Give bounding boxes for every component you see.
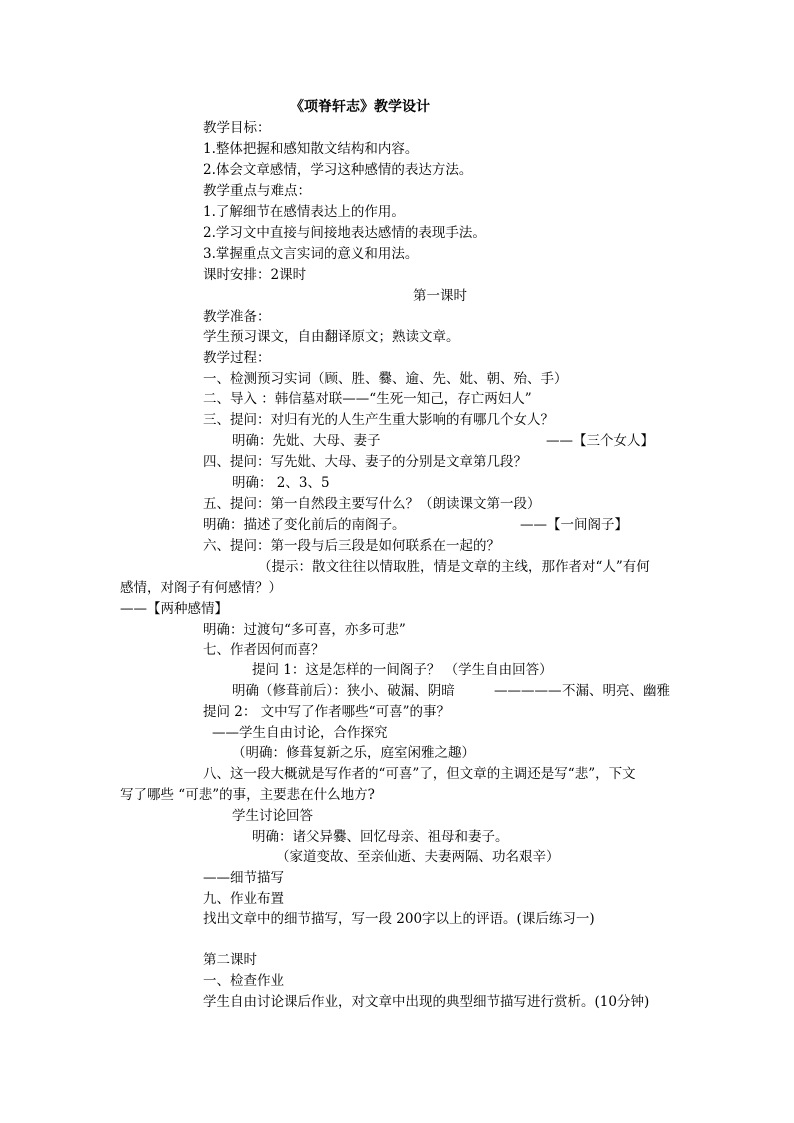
step-9-text: 找出文章中的细节描写，写一段 200字以上的评语。(课后练习一) <box>203 911 595 927</box>
step-7: 七、作者因何而喜？ <box>203 642 325 658</box>
step-4: 四、提问：写先妣、大母、妻子的分别是文章第几段？ <box>203 454 527 470</box>
prep-heading: 教学准备： <box>203 309 271 325</box>
step-3-answer: 明确：先妣、大母、妻子 <box>232 433 381 449</box>
focus-3: 3.掌握重点文言实词的意义和用法。 <box>203 246 419 262</box>
step-6-hint-a: （提示：散文往往以情取胜，情是文章的主线，那作者对“人”有何 <box>258 559 650 575</box>
step-7-question-2: 提问 2： 文中写了作者哪些“可喜”的事？ <box>203 704 450 720</box>
step-8-line-a: 八、这一段大概就是写作者的“可喜”了，但文章的主调还是写“悲”，下文 <box>203 766 636 782</box>
step-6-answer: 明确：过渡句“多可喜，亦多可悲” <box>203 622 406 638</box>
step-8-detail: （家道变故、至亲仙逝、夫妻两隔、功名艰辛） <box>276 849 560 865</box>
step-6-tag: ——【两种感情】 <box>120 601 228 617</box>
step-7-question-1: 提问 1：这是怎样的一间阁子？ （学生自由回答） <box>252 662 553 678</box>
prep-text: 学生预习课文，自由翻译原文；熟读文章。 <box>203 329 460 345</box>
lesson-2-title: 第二课时 <box>203 952 257 968</box>
step-9: 九、作业布置 <box>203 891 284 907</box>
lesson-1-title: 第一课时 <box>413 288 467 304</box>
objective-2: 2.体会文章感情，学习这种感情的表达方法。 <box>203 162 473 178</box>
step-6: 六、提问：第一段与后三段是如何联系在一起的？ <box>203 538 500 554</box>
objective-1: 1.整体把握和感知散文结构和内容。 <box>203 141 419 157</box>
process-heading: 教学过程： <box>203 350 271 366</box>
step-2: 二、导入 ：韩信墓对联——“生死一知己，存亡两妇人” <box>203 391 532 407</box>
focus-2: 2.学习文中直接与间接地表达感情的表现手法。 <box>203 225 486 241</box>
step-7-question-2-answer: （明确：修葺复新之乐，庭室闲雅之趣） <box>232 745 475 761</box>
lesson-2-step-1: 一、检查作业 <box>203 973 284 989</box>
step-5-answer: 明确：描述了变化前后的南阁子。 <box>203 517 406 533</box>
step-4-answer: 明确： 2、3、5 <box>232 475 330 491</box>
step-8-answer: 明确：诸父异爨、回忆母亲、祖母和妻子。 <box>252 829 509 845</box>
document-title: 《项脊轩志》教学设计 <box>290 99 430 115</box>
step-3: 三、提问：对归有光的人生产生重大影响的有哪几个女人？ <box>203 412 554 428</box>
step-8-line-b: 写了哪些 “可悲”的事，主要悲在什么地方? <box>120 787 375 803</box>
step-7-answer-1-left: 明确（修葺前后）：狭小、破漏、阴暗 <box>232 683 455 699</box>
objectives-heading: 教学目标： <box>203 120 271 136</box>
step-6-hint-b: 感情，对阁子有何感情？） <box>120 580 282 596</box>
step-7-answer-1-dash: ————— <box>494 683 562 699</box>
focus-1: 1.了解细节在感情表达上的作用。 <box>203 204 405 220</box>
step-7-question-2-method: ——学生自由讨论，合作探究 <box>212 725 388 741</box>
step-1: 一、检测预习实词（顾、胜、爨、逾、先、妣、朝、殆、手） <box>203 371 568 387</box>
lesson-2-step-1-text: 学生自由讨论课后作业，对文章中出现的典型细节描写进行赏析。(10分钟) <box>203 994 650 1010</box>
schedule: 课时安排：2课时 <box>203 267 307 283</box>
step-3-tag: ——【三个女人】 <box>546 433 654 449</box>
step-7-answer-1-right: 不漏、明亮、幽雅 <box>562 683 670 699</box>
step-8-tag: ——细节描写 <box>203 870 284 886</box>
focus-heading: 教学重点与难点： <box>203 183 311 199</box>
step-8-discuss: 学生讨论回答 <box>232 808 313 824</box>
step-5-tag: ——【一间阁子】 <box>520 517 628 533</box>
step-5: 五、提问：第一自然段主要写什么？（朗读课文第一段） <box>203 496 541 512</box>
